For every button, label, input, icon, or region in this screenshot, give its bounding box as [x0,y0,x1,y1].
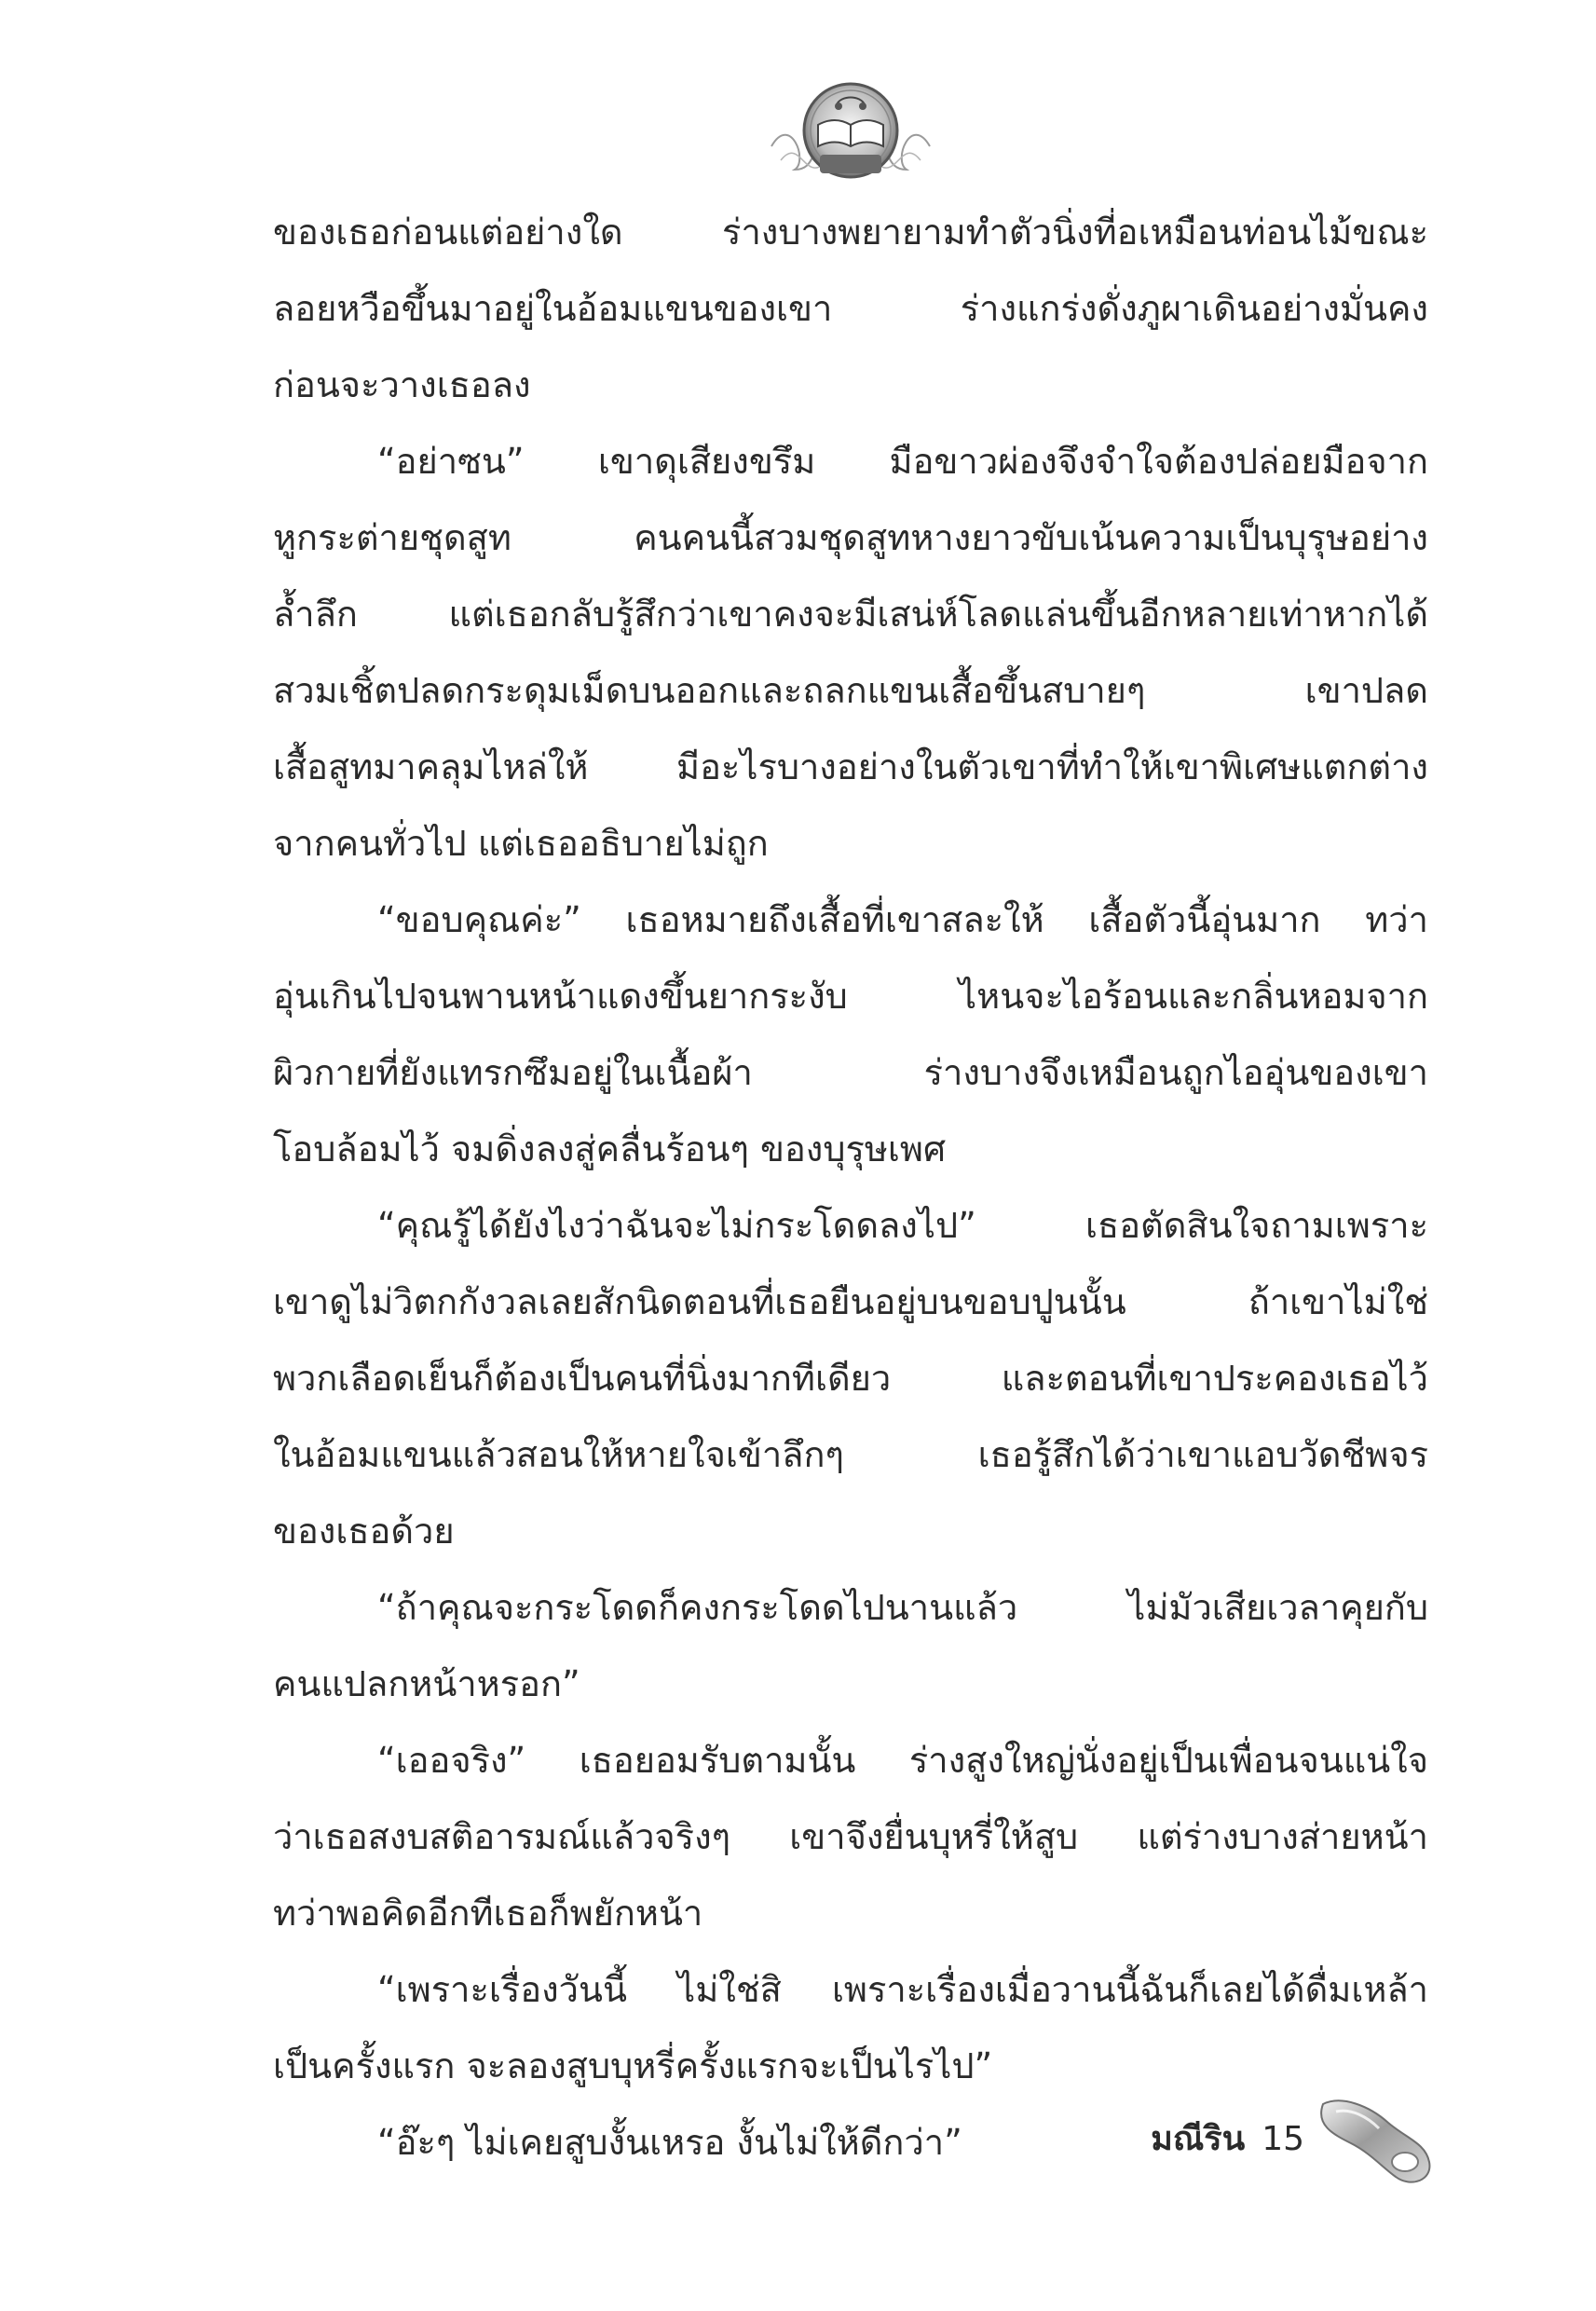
text-line: พวกเลือดเย็นก็ต้องเป็นคนที่นิ่งมากทีเดียว และตอนที่เขาประคองเธอไว้ [273,1358,1428,1399]
text-line: เสื้อสูทมาคลุมไหล่ให้ มีอะไรบางอย่างในตัวเขาที่ทำให้เขาพิเศษแตกต่าง [273,746,1428,787]
text-line: อุ่นเกินไปจนพานหน้าแดงขึ้นยากระงับ ไหนจะไอร้อนและกลิ่นหอมจาก [273,976,1428,1017]
text-line: ว่าเธอสงบสติอารมณ์แล้วจริงๆ เขาจึงยื่นบุหรี่ให้สูบ แต่ร่างบางส่ายหน้า [273,1816,1428,1857]
text-line: ของเธอด้วย [273,1511,455,1552]
text-line: “อ๊ะๆ ไม่เคยสูบงั้นเหรอ งั้นไม่ให้ดีกว่า” [377,2122,962,2163]
ornamental-book-emblem-icon [753,58,948,198]
text-line: “เออจริง” เธอยอมรับตามนั้น ร่างสูงใหญ่นั่งอยู่เป็นเพื่อนจนแน่ใจ [377,1740,1428,1781]
text-line: ทว่าพอคิดอีกทีเธอก็พยักหน้า [273,1893,703,1934]
text-line: เป็นครั้งแรก จะลองสูบบุหรี่ครั้งแรกจะเป็นไรไป” [273,2045,993,2086]
bottle-opener-icon [1314,2087,1435,2190]
text-line: จากคนทั่วไป แต่เธออธิบายไม่ถูก [273,823,769,864]
text-line: คนแปลกหน้าหรอก” [273,1663,580,1704]
text-line: ในอ้อมแขนแล้วสอนให้หายใจเข้าลึกๆ เธอรู้สึกได้ว่าเขาแอบวัดชีพจร [273,1434,1428,1475]
text-line: ของเธอก่อนแต่อย่างใด ร่างบางพยายามทำตัวนิ่งที่อเหมือนท่อนไม้ขณะ [273,212,1428,253]
text-line: ก่อนจะวางเธอลง [273,364,531,405]
body-text [273,194,1428,2181]
text-line: โอบล้อมไว้ จมดิ่งลงสู่คลื่นร้อนๆ ของบุรุษเพศ [273,1128,947,1169]
text-line: หูกระต่ายชุดสูท คนคนนี้สวมชุดสูทหางยาวขับเน้นความเป็นบุรุษอย่าง [273,517,1428,558]
book-title: มณีริน [1151,2120,1246,2158]
text-line: ผิวกายที่ยังแทรกซึมอยู่ในเนื้อผ้า ร่างบางจึงเหมือนถูกไออุ่นของเขา [273,1052,1428,1093]
page-footer [1099,2087,1435,2199]
text-line: “เพราะเรื่องวันนี้ ไม่ใช่สิ เพราะเรื่องเมื่อวานนี้ฉันก็เลยได้ดื่มเหล้า [377,1969,1428,2010]
text-line: ลอยหวือขึ้นมาอยู่ในอ้อมแขนของเขา ร่างแกร่งดั่งภูผาเดินอย่างมั่นคง [273,288,1428,329]
text-line: ล้ำลึก แต่เธอกลับรู้สึกว่าเขาคงจะมีเสน่ห์โลดแล่นขึ้นอีกหลายเท่าหากได้ [273,594,1428,635]
text-line: เขาดูไม่วิตกกังวลเลยสักนิดตอนที่เธอยืนอยู่บนขอบปูนนั้น ถ้าเขาไม่ใช่ [273,1281,1428,1322]
running-footer [1151,2112,1304,2165]
text-line: สวมเชิ้ตปลดกระดุมเม็ดบนออกและถลกแขนเสื้อขึ้นสบายๆ เขาปลด [273,670,1428,711]
text-line: “อย่าซน” เขาดุเสียงขรึม มือขาวผ่องจึงจำใจต้องปล่อยมือจาก [377,441,1428,482]
page-number: 15 [1262,2120,1304,2158]
text-line: “ขอบคุณค่ะ” เธอหมายถึงเสื้อที่เขาสละให้ เสื้อตัวนี้อุ่นมาก ทว่า [377,899,1428,940]
text-line: “คุณรู้ได้ยังไงว่าฉันจะไม่กระโดดลงไป” เธอตัดสินใจถามเพราะ [377,1205,1428,1246]
text-line: “ถ้าคุณจะกระโดดก็คงกระโดดไปนานแล้ว ไม่มัวเสียเวลาคุยกับ [377,1587,1428,1628]
